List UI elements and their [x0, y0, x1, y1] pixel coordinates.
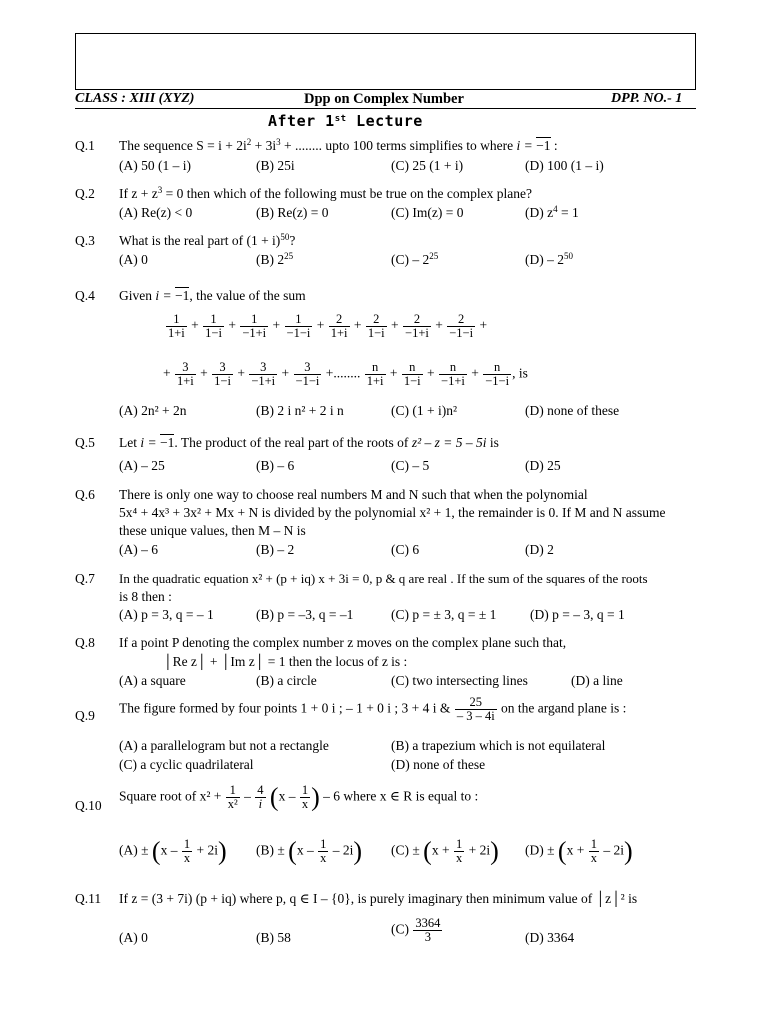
- question-number: Q.7: [75, 571, 95, 586]
- question-number: Q.8: [75, 635, 95, 650]
- option: (B) p = –3, q = –1: [256, 607, 354, 622]
- option: (C) a cyclic quadrilateral: [119, 757, 254, 772]
- fraction: $\frac{n}{-1-i}$: [485, 360, 510, 388]
- option: (D) $z^4 = 1$: [525, 204, 579, 220]
- option: (B) ± (x – $\frac{1}{x}$ – 2i): [256, 836, 363, 866]
- option: (D) 100 (1 – i): [525, 158, 604, 173]
- q2-text: If $z + z^3 = 0$ then which of the following must be true on the complex plane?: [119, 185, 532, 201]
- option: (B) 2 i n² + 2 i n: [256, 403, 344, 418]
- fraction: $\frac{4}{i}$: [257, 783, 264, 811]
- fraction: $\frac{1}{x}$: [183, 837, 191, 865]
- option: (D) ± (x + $\frac{1}{x}$ – 2i): [525, 836, 633, 866]
- fraction: $\frac{1}{1+i}$: [168, 312, 185, 340]
- fraction: $\frac{25}{- 3 - 4i}$: [456, 695, 495, 723]
- option: (C) Im(z) = 0: [391, 205, 464, 220]
- option: (B) $2^{25}$: [256, 251, 294, 267]
- option: (C) p = ± 3, q = ± 1: [391, 607, 497, 622]
- option: (A) Re(z) < 0: [119, 205, 193, 220]
- question-number: Q.10: [75, 798, 102, 813]
- option: (A) a parallelogram but not a rectangle: [119, 738, 329, 753]
- option: (C) ± (x + $\frac{1}{x}$ + 2i): [391, 836, 499, 866]
- option: (B) 58: [256, 930, 291, 945]
- fraction: $\frac{2}{1-i}$: [367, 312, 385, 340]
- option: (C) 25 (1 + i): [391, 158, 464, 173]
- q8-line: If a point P denoting the complex number z moves on the complex plane such that,: [119, 635, 567, 650]
- q5-text: Let i = −1. The product of the real part of the roots of z² – z = 5 – 5i is: [119, 435, 499, 450]
- q6-line: There is only one way to choose real numbers M and N such that when the polynomial: [119, 487, 588, 502]
- q4-text: Given i = −1, the value of the sum: [119, 288, 306, 303]
- fraction: $\frac{3364}{3}$: [415, 916, 441, 944]
- fraction: $\frac{n}{1-i}$: [403, 360, 421, 388]
- option: (B) a circle: [256, 673, 317, 688]
- q9-text: The figure formed by four points 1 + 0 i ; – 1 + 0 i ; 3 + 4 i & $\frac{25}{- 3 - 4i}$ on the argand plane is :: [119, 695, 627, 723]
- lecture-title: After 1st Lecture: [268, 112, 423, 130]
- option: (B) 25i: [256, 158, 295, 173]
- option: (A) – 25: [119, 458, 165, 473]
- q7-line: is 8 then :: [119, 589, 172, 604]
- fraction: $\frac{1}{\text{x²}}$: [227, 783, 238, 811]
- fraction: $\frac{n}{-1+i}$: [441, 360, 465, 388]
- question-number: Q.9: [75, 708, 95, 723]
- option: (A) 0: [119, 252, 148, 267]
- paren: ): [311, 782, 320, 812]
- paren: (: [269, 782, 279, 812]
- option: (A) a square: [119, 673, 186, 688]
- fraction: $\frac{1}{-1-i}$: [286, 312, 311, 340]
- question-number: Q.2: [75, 186, 95, 201]
- option: (A) 50 (1 – i): [119, 158, 191, 173]
- q6-line: these unique values, then M – N is: [119, 523, 306, 538]
- option: (D) none of these: [391, 757, 486, 772]
- fraction: $\frac{2}{-1+i}$: [405, 312, 429, 340]
- q11-text: If z = (3 + 7i) (p + iq) where p, q ∈ I – {0}, is purely imaginary then minimum value of │z│² is: [119, 891, 638, 906]
- option: (A) p = 3, q = – 1: [119, 607, 214, 622]
- header-rule: [75, 108, 696, 109]
- question-number: Q.4: [75, 288, 95, 303]
- option: (A) 2n² + 2n: [119, 403, 187, 418]
- option: (A) ± (x – $\frac{1}{x}$ + 2i): [119, 836, 227, 866]
- option: (B) – 6: [256, 458, 295, 473]
- question-number: Q.3: [75, 233, 95, 248]
- option: (D) p = – 3, q = 1: [530, 607, 625, 622]
- option: (C) two intersecting lines: [391, 673, 528, 688]
- option: (B) – 2: [256, 542, 295, 557]
- fraction: $\frac{2}{1+i}$: [330, 312, 348, 340]
- q1-text: The sequence $S = i + 2i^2 + 3i^3$ + ........ upto 100 terms simplifies to where i = −1 :: [119, 137, 558, 153]
- fraction: $\frac{1}{x}$: [301, 783, 309, 811]
- option: (D) 3364: [525, 930, 575, 945]
- question-number: Q.5: [75, 435, 95, 450]
- q8-line: │Re z│ + │Im z│ = 1 then the locus of z is :: [163, 654, 408, 669]
- option: $(C) - 2^{25}$: [391, 251, 439, 267]
- q10-text: Square root of x² + $\frac{1}{\text{x²}}$ – $\frac{4}{i}$ (x – $\frac{1}{x}$ ) – 6 where x ∈ R is equal to :: [119, 782, 479, 812]
- option: (A) 0: [119, 930, 148, 945]
- q7-line: In the quadratic equation x² + (p + iq) x + 3i = 0, p & q are real . If the sum of the squares of the roots: [119, 571, 648, 586]
- option: (D) none of these: [525, 403, 620, 418]
- option: (D) 25: [525, 458, 561, 473]
- option: (A) – 6: [119, 542, 158, 557]
- option: (C) – 5: [391, 458, 430, 473]
- option: $(D) - 2^{50}$: [525, 251, 573, 267]
- fraction: $\frac{3}{-1-i}$: [295, 360, 320, 388]
- header-box: [75, 33, 696, 90]
- fraction: $\frac{3}{-1+i}$: [251, 360, 276, 388]
- fraction: $\frac{n}{1+i}$: [366, 360, 384, 388]
- option: (C) (1 + i)n²: [391, 403, 458, 418]
- sum-row-1: $\frac{1}{1+i}$ + $\frac{1}{1-i}$ + $\frac{1}{-1+i}$ + $\frac{1}{-1-i}$ + $\frac{2}{1+i}$ + $\frac{2}{1-i}$ + $\frac{2}{-1+i}$ + $\frac{2}{-1-i}$ +: [168, 312, 488, 340]
- fraction: $\frac{1}{x}$: [455, 837, 463, 865]
- subject-label: Dpp on Complex Number: [304, 91, 464, 107]
- option: (C) $\frac{3364}{3}$: [391, 916, 441, 944]
- option: (D) 2: [525, 542, 554, 557]
- q6-line: 5x⁴ + 4x³ + 3x² + Mx + N is divided by the polynomial x² + 1, the remainder is 0. If M and N assume: [119, 505, 666, 520]
- q3-text: What is the real part of $(1 + i)^{50}$?: [119, 232, 296, 248]
- question-number: Q.1: [75, 138, 95, 153]
- class-label: CLASS : XIII (XYZ): [75, 91, 195, 106]
- fraction: $\frac{3}{1+i}$: [177, 360, 194, 388]
- fraction: $\frac{1}{-1+i}$: [242, 312, 267, 340]
- fraction: $\frac{2}{-1-i}$: [449, 312, 474, 340]
- fraction: $\frac{3}{1-i}$: [214, 360, 231, 388]
- dpp-label: DPP. NO.- 1: [611, 91, 683, 106]
- option: (B) Re(z) = 0: [256, 205, 329, 220]
- option: (C) 6: [391, 542, 420, 557]
- option: (D) a line: [571, 673, 623, 688]
- fraction: $\frac{1}{x}$: [320, 837, 327, 865]
- fraction: $\frac{1}{x}$: [590, 837, 597, 865]
- question-number: Q.11: [75, 891, 102, 906]
- option: (B) a trapezium which is not equilateral: [391, 738, 606, 753]
- question-number: Q.6: [75, 487, 95, 502]
- fraction: $\frac{1}{1-i}$: [205, 312, 222, 340]
- sum-row-2: + $\frac{3}{1+i}$ + $\frac{3}{1-i}$ + $\frac{3}{-1+i}$ + $\frac{3}{-1-i}$ +........ $\frac{n}{1+i}$ + $\frac{n}{1-i}$ + $\frac{n}{-1+i}$ + $\frac{n}{-1-i}$ , is: [163, 360, 528, 388]
